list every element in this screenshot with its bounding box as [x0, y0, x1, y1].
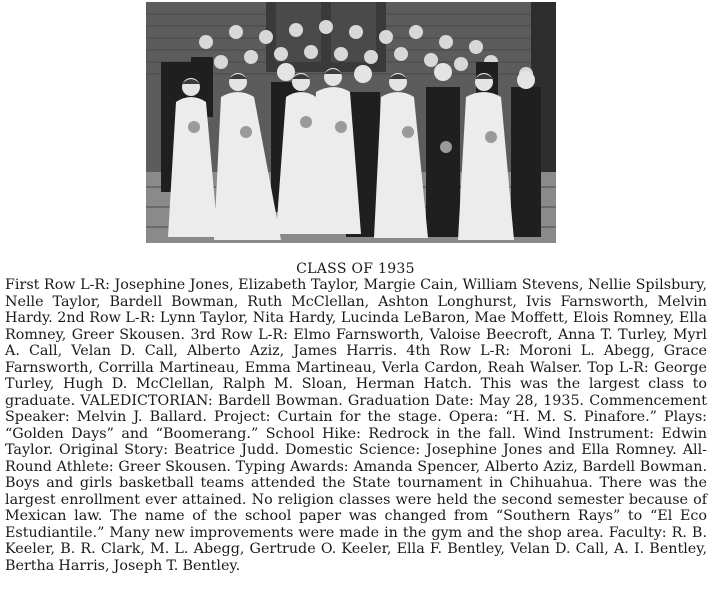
photo-caption: CLASS OF 1935	[296, 261, 415, 277]
class-description-text: First Row L-R: Josephine Jones, Elizabeth Taylor, Margie Cain, William Stevens, Nellie Spilsbury, Nelle Taylor, Bardell Bowman, Ruth McClellan, Ashton Longhurst, Ivis Farnsworth, Melvin Hardy. 2nd Row L-R: Lynn Taylor, Nita Hardy, Lucinda LeBaron, Mae Moffett, Elois Romney, Ella Romney, Greer Skousen. 3rd Row L-R: Elmo Farnsworth, Valoise Beecroft, Anna T. Turley, Myrl A. Call, Velan D. Call, Alberto Aziz, James Harris. 4th Row L-R: Moroni L. Abegg, Grace Farnsworth, Corrilla Martineau, Emma Martineau, Verla Cardon, Reah Walser. Top L-R: George Turley, Hugh D. McClellan, Ralph M. Sloan, Herman Hatch. This was the largest class to graduate. VALEDICTORIAN: Bardell Bowman. Graduation Date: May 28, 1935. Commencement Speaker: Melvin J. Ballard. Project: Curtain for the stage. Opera: “H. M. S. Pinafore.” Plays: “Golden Days” and “Boomerang.” School Hike: Redrock in the fall. Wind Instrument: Edwin Taylor. Original Story: Beatrice Judd. Domestic Science: Josephine Jones and Ella Romney. All-Round Athlete: Greer Skousen. Typing Awards: Amanda Spencer, Alberto Aziz, Bardell Bowman. Boys and girls basketball teams attended the State tournament in Chihuahua. There was the largest enrollment ever attained. No religion classes were held the second semester because of Mexican law. The name of the school paper was changed from “Southern Rays” to “El Eco Estudiantile.” Many new improvements were made in the gym and the shop area. Faculty: R. B. Keeler, B. R. Clark, M. L. Abegg, Gertrude O. Keeler, Ella F. Bentley, Velan D. Call, A. I. Bentley, Bertha Harris, Joseph T. Bentley.	[5, 277, 707, 574]
class-group-photo	[146, 2, 556, 243]
